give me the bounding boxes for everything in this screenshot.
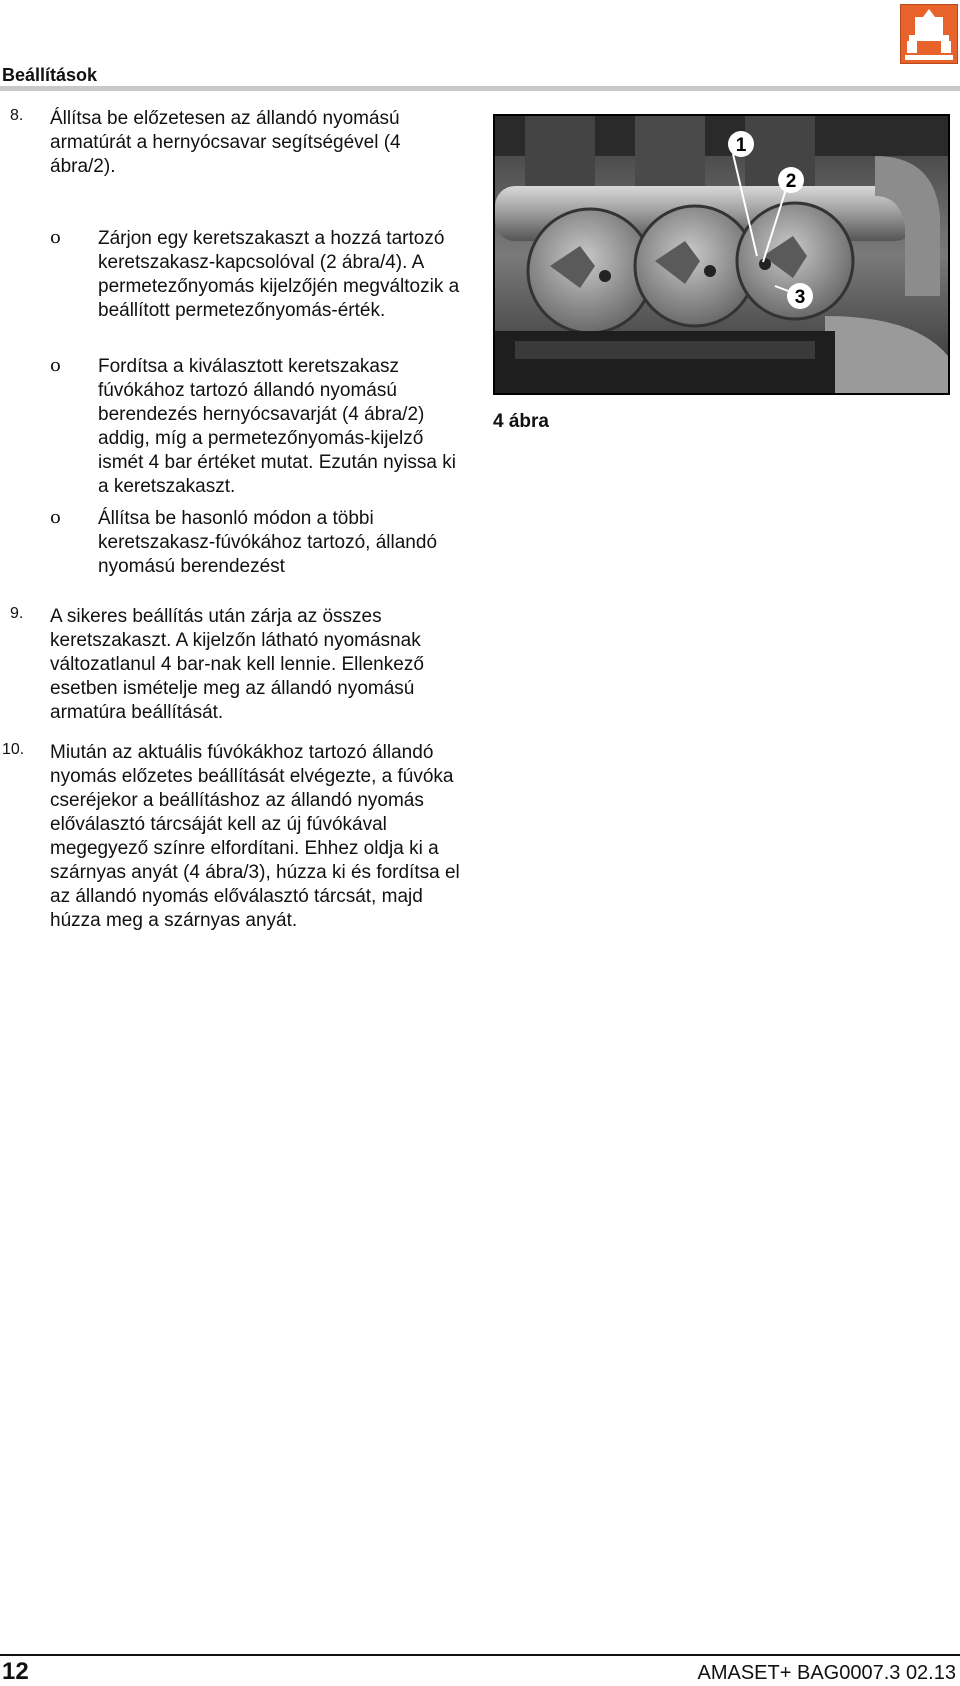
- bullet-marker: o: [50, 507, 61, 528]
- bullet-marker: o: [50, 227, 61, 248]
- bullet-marker: o: [50, 355, 61, 376]
- step-text: Állítsa be előzetesen az állandó nyomású armatúrát a hernyócsavar segítségével (4 ábra/2).: [50, 108, 401, 177]
- callout-2: 2: [785, 171, 797, 192]
- substep-text: Zárjon egy keretszakaszt a hozzá tartozó keretszakasz-kapcsolóval (2 ábra/4). A permetezőnyomás kijelzőjén megváltozik a beállított permetezőnyomás-érték.: [98, 228, 460, 321]
- step-number: 8.: [10, 107, 24, 124]
- figure-photo: [493, 114, 950, 395]
- footer-divider: [0, 1654, 960, 1656]
- substep-text: Fordítsa a kiválasztott keretszakasz fúvókához tartozó állandó nyomású berendezés hernyócsavarját (4 ábra/2) addig, míg a permetezőnyomás-kijelző ismét 4 bar értéket mutat. Ezután nyissa ki a keretszakaszt.: [98, 356, 456, 497]
- step-text: A sikeres beállítás után zárja az összes keretszakaszt. A kijelzőn látható nyomásnak változatlanul 4 bar-nak kell lennie. Ellenkező esetben ismételje meg az állandó nyomású armatúra beállítását.: [50, 606, 424, 723]
- section-title: Beállítások: [2, 65, 98, 85]
- page-number: 12: [2, 1658, 29, 1685]
- substep-text: Állítsa be hasonló módon a többi keretszakasz-fúvókához tartozó, állandó nyomású berendezést: [98, 508, 438, 577]
- callout-3: 3: [794, 287, 806, 308]
- figure-caption: 4 ábra: [493, 411, 549, 432]
- document-code: AMASET+ BAG0007.3 02.13: [697, 1662, 956, 1684]
- header-divider: [0, 86, 960, 91]
- step-number: 9.: [10, 605, 24, 622]
- step-number: 10.: [2, 741, 25, 758]
- step-text: Miután az aktuális fúvókákhoz tartozó állandó nyomás előzetes beállítását elvégezte, a fúvóka cseréjekor a beállításhoz az állandó nyomás előválasztó tárcsáját kell az új fúvókával megegyező színre elfordítani. Ehhez oldja ki a szárnyas anyát (4 ábra/3), húzza ki és fordítsa el az állandó nyomás előválasztó tárcsát, majd húzza meg a szárnyas anyát.: [50, 742, 460, 931]
- brand-logo: [900, 4, 958, 64]
- callout-1: 1: [735, 135, 747, 156]
